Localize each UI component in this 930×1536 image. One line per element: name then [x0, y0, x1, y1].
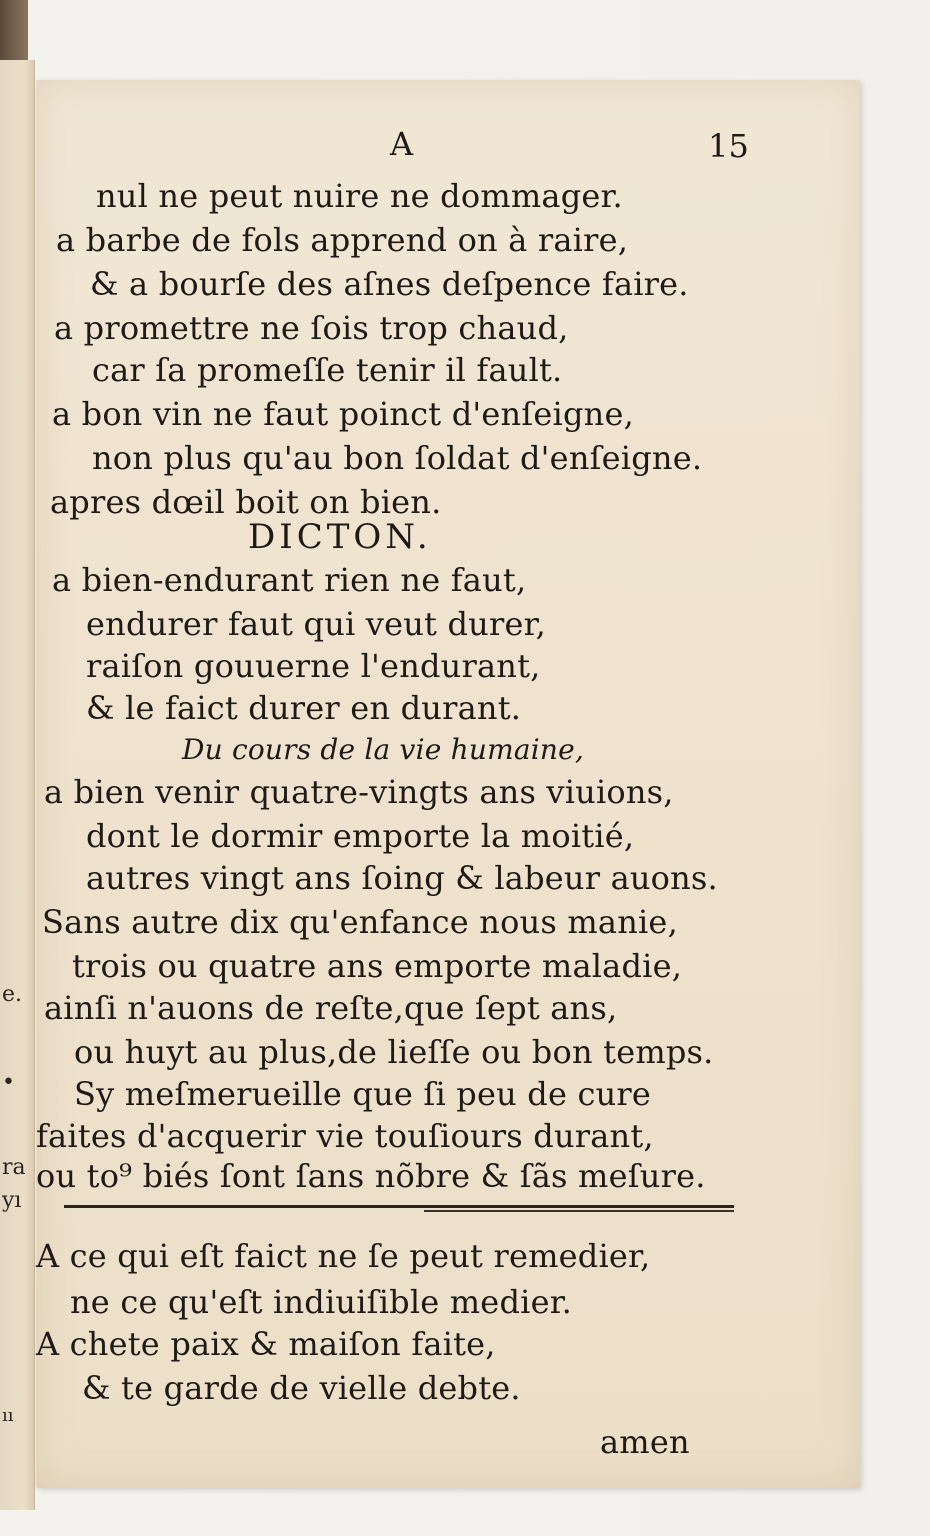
text-line: ainſi n'auons de reſte,que ſept ans,: [44, 989, 618, 1027]
margin-fragment: •: [2, 1070, 15, 1095]
text-line: raiſon gouuerne l'endurant,: [86, 647, 541, 685]
previous-page-edge: [0, 60, 35, 1510]
text-line: a bon vin ne faut poinct d'enſeigne,: [52, 395, 634, 433]
text-line: endurer faut qui veut durer,: [86, 605, 546, 643]
text-line: Sans autre dix qu'enfance nous manie,: [42, 903, 678, 941]
text-line: & le faict durer en durant.: [86, 689, 522, 727]
text-line: nul ne peut nuire ne dommager.: [96, 177, 623, 215]
text-line: A ce qui eſt faict ne ſe peut remedier,: [36, 1237, 651, 1275]
text-line: dont le dormir emporte la moitié,: [86, 817, 635, 855]
margin-fragment: e.: [2, 982, 23, 1007]
text-line: ou huyt au plus,de lieſſe ou bon temps.: [74, 1033, 714, 1071]
section-title: Du cours de la vie humaine,: [182, 733, 584, 766]
text-line: ou to⁹ biés ſont ſans nõbre & ſãs meſure.: [36, 1157, 706, 1195]
text-line: a bien venir quatre-vingts ans viuions,: [44, 773, 674, 811]
horizontal-rule: [64, 1205, 734, 1208]
text-line: autres vingt ans ſoing & labeur auons.: [86, 859, 718, 897]
margin-fragment: yı: [2, 1188, 22, 1213]
page-number: 15: [708, 127, 750, 165]
text-line: trois ou quatre ans emporte maladie,: [72, 947, 683, 985]
text-line: A chete paix & maiſon faite,: [36, 1325, 496, 1363]
signature-mark: A: [390, 125, 414, 163]
margin-fragment: ra: [2, 1155, 26, 1180]
text-line: & a bourſe des aſnes deſpence faire.: [90, 265, 689, 303]
text-line: Sy meſmerueille que ſi peu de cure: [74, 1075, 652, 1113]
section-title: DICTON.: [248, 517, 432, 557]
text-line: car ſa promeſſe tenir il fault.: [92, 351, 563, 389]
horizontal-rule: [424, 1210, 734, 1212]
catchword: amen: [600, 1423, 690, 1461]
text-line: a promettre ne ſois trop chaud,: [54, 309, 569, 347]
text-line: apres dœil boit on bien.: [50, 483, 442, 521]
text-line: a barbe de fols apprend on à raire,: [56, 221, 629, 259]
text-line: faites d'acquerir vie touſiours durant,: [36, 1117, 654, 1155]
text-line: non plus qu'au bon ſoldat d'enſeigne.: [92, 439, 703, 477]
text-line: a bien-endurant rien ne faut,: [52, 561, 527, 599]
book-page: [36, 80, 860, 1488]
text-line: ne ce qu'eſt indiuiſible medier.: [70, 1283, 573, 1321]
margin-fragment: ıı: [2, 1405, 14, 1426]
text-line: & te garde de vielle debte.: [82, 1369, 521, 1407]
